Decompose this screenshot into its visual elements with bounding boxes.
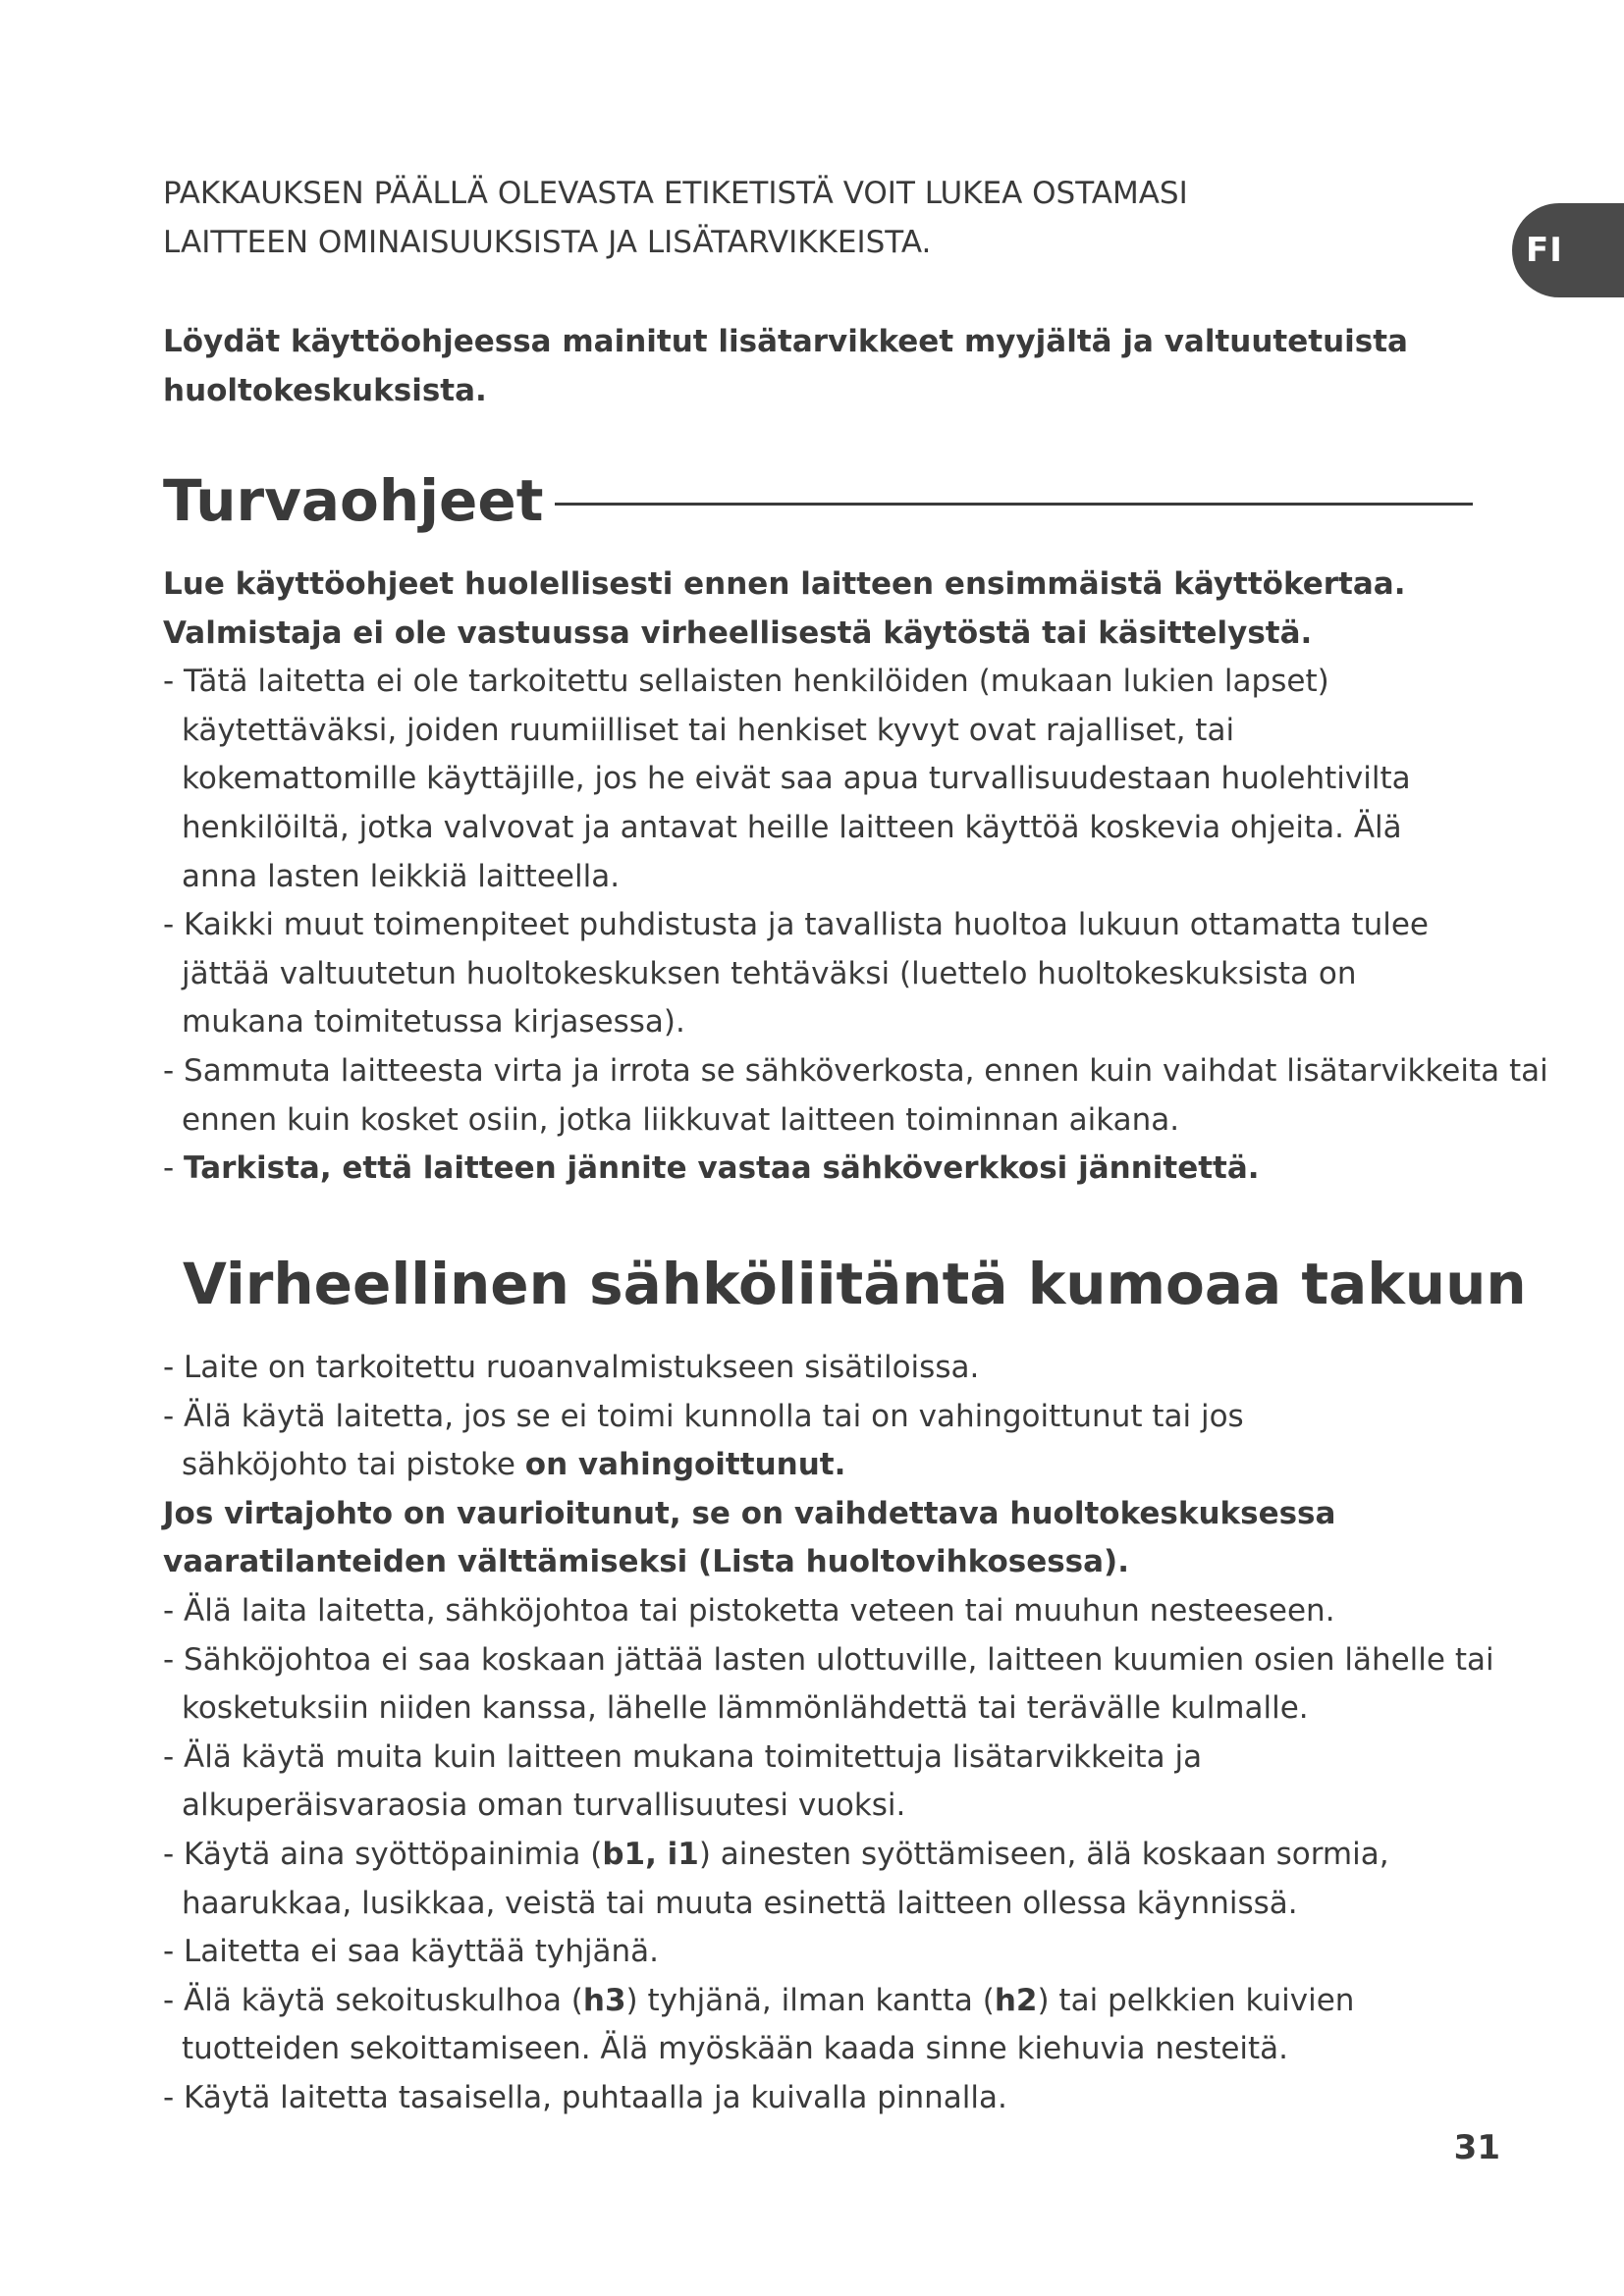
warranty-item: - Laite on tarkoitettu ruoanvalmistukseen sisätiloissa. <box>163 1350 980 1385</box>
damaged-cord-text: - Älä käytä laitetta, jos se ei toimi kunnolla tai on vahingoittunut tai jos sähköjohto tai pistoke <box>163 1398 1244 1483</box>
safety-section-body <box>163 561 1557 1194</box>
safety-item: - Sammuta laitteesta virta ja irrota se sähköverkosta, ennen kuin vaihdat lisätarvikkeita tai ennen kuin kosket osiin, jotka liikkuvat laitteen toiminnan aikana. <box>163 1052 1548 1138</box>
warranty-section-body <box>163 1344 1557 2123</box>
language-tab <box>1512 203 1624 297</box>
warranty-item: - Laitetta ei saa käyttää tyhjänä. <box>163 1934 660 1970</box>
intro-line-2: LAITTEEN OMINAISUUKSISTA JA LISÄTARVIKKEISTA. <box>163 225 932 260</box>
heading-rule <box>555 503 1473 506</box>
bowl-text-b: ) tyhjänä, ilman kantta ( <box>625 1982 995 2018</box>
section-heading-safety <box>163 461 1473 540</box>
section-heading-safety-text: Turvaohjeet <box>163 467 544 534</box>
lid-code: h2 <box>994 1982 1038 2018</box>
safety-item: - Tätä laitetta ei ole tarkoitettu sellaisten henkilöiden (mukaan lukien lapset) käytettäväksi, joiden ruumiilliset tai henkiset kyvyt ovat rajalliset, tai kokemattomille käyttäjille, jos he eivät saa apua turvallisuudestaan huolehtivilta henkilöiltä, jotka valvovat ja antavat heille laitteen käyttöä koskevia ohjeita. Älä anna lasten leikkiä laitteella. <box>163 664 1411 894</box>
pusher-code: b1, i1 <box>602 1836 699 1872</box>
warranty-item <box>163 1393 1409 1490</box>
bowl-text-a: - Älä käytä sekoituskulhoa ( <box>163 1982 583 2018</box>
section-heading-warranty-text: Virheellinen sähköliitäntä kumoaa takuun <box>183 1251 1527 1317</box>
section-heading-warranty <box>163 1245 1527 1323</box>
cord-replacement-warning: Jos virtajohto on vaurioitunut, se on vaihdettava huoltokeskuksessa vaaratilanteiden välttämiseksi (Lista huoltovihkosessa). <box>163 1495 1336 1580</box>
bowl-text-c: ) tai pelkkien kuivien tuotteiden sekoittamiseen. Älä myöskään kaada sinne kiehuvia nesteitä. <box>182 1982 1355 2067</box>
safety-item: - Kaikki muut toimenpiteet puhdistusta ja tavallista huoltoa lukuun ottamatta tulee jättää valtuutetun huoltokeskuksen tehtäväksi (luettelo huoltokeskuksista on mukana toimitetussa kirjasessa). <box>163 907 1429 1041</box>
warranty-item: - Sähköjohtoa ei saa koskaan jättää lasten ulottuville, laitteen kuumien osien lähelle tai kosketuksiin niiden kanssa, lähelle lämmönlähdettä tai terävälle kulmalle. <box>163 1641 1494 1727</box>
pusher-text-b: ) ainesten syöttämiseen, älä koskaan sormia, haarukkaa, lusikkaa, veistä tai muuta esinettä laitteen ollessa käynnissä. <box>182 1836 1389 1921</box>
intro-label-notice <box>163 169 1479 267</box>
warranty-item: - Käytä laitetta tasaisella, puhtaalla ja kuivalla pinnalla. <box>163 2079 1007 2115</box>
voltage-check-text: Tarkista, että laitteen jännite vastaa sähköverkkosi jännitettä. <box>184 1150 1260 1187</box>
warranty-item <box>163 1977 1458 2074</box>
page-number: 31 <box>1453 2128 1500 2167</box>
intro-line-1: PAKKAUKSEN PÄÄLLÄ OLEVASTA ETIKETISTÄ VOIT LUKEA OSTAMASI <box>163 176 1188 211</box>
warranty-item <box>163 1831 1478 1928</box>
pusher-text-a: - Käytä aina syöttöpainimia ( <box>163 1836 603 1872</box>
bowl-code: h3 <box>582 1982 626 2018</box>
safety-item-voltage <box>163 1145 1557 1194</box>
voltage-dash: - <box>163 1150 185 1187</box>
warranty-item: - Älä käytä muita kuin laitteen mukana toimitettuja lisätarvikkeita ja alkuperäisvaraosia oman turvallisuutesi vuoksi. <box>163 1738 1203 1824</box>
language-tab-label: FI <box>1526 231 1563 270</box>
safety-lead-2: Valmistaja ei ole vastuussa virheellisestä käytöstä tai käsittelystä. <box>163 614 1313 651</box>
warranty-item: - Älä laita laitetta, sähköjohtoa tai pistoketta veteen tai muuhun nesteeseen. <box>163 1592 1335 1629</box>
safety-lead-1: Lue käyttöohjeet huolellisesti ennen laitteen ensimmäistä käyttökertaa. <box>163 566 1406 602</box>
accessories-note: Löydät käyttöohjeessa mainitut lisätarvikkeet myyjältä ja valtuutetuista huoltokeskuksista. <box>163 324 1408 408</box>
damaged-cord-bold: on vahingoittunut. <box>524 1447 846 1483</box>
